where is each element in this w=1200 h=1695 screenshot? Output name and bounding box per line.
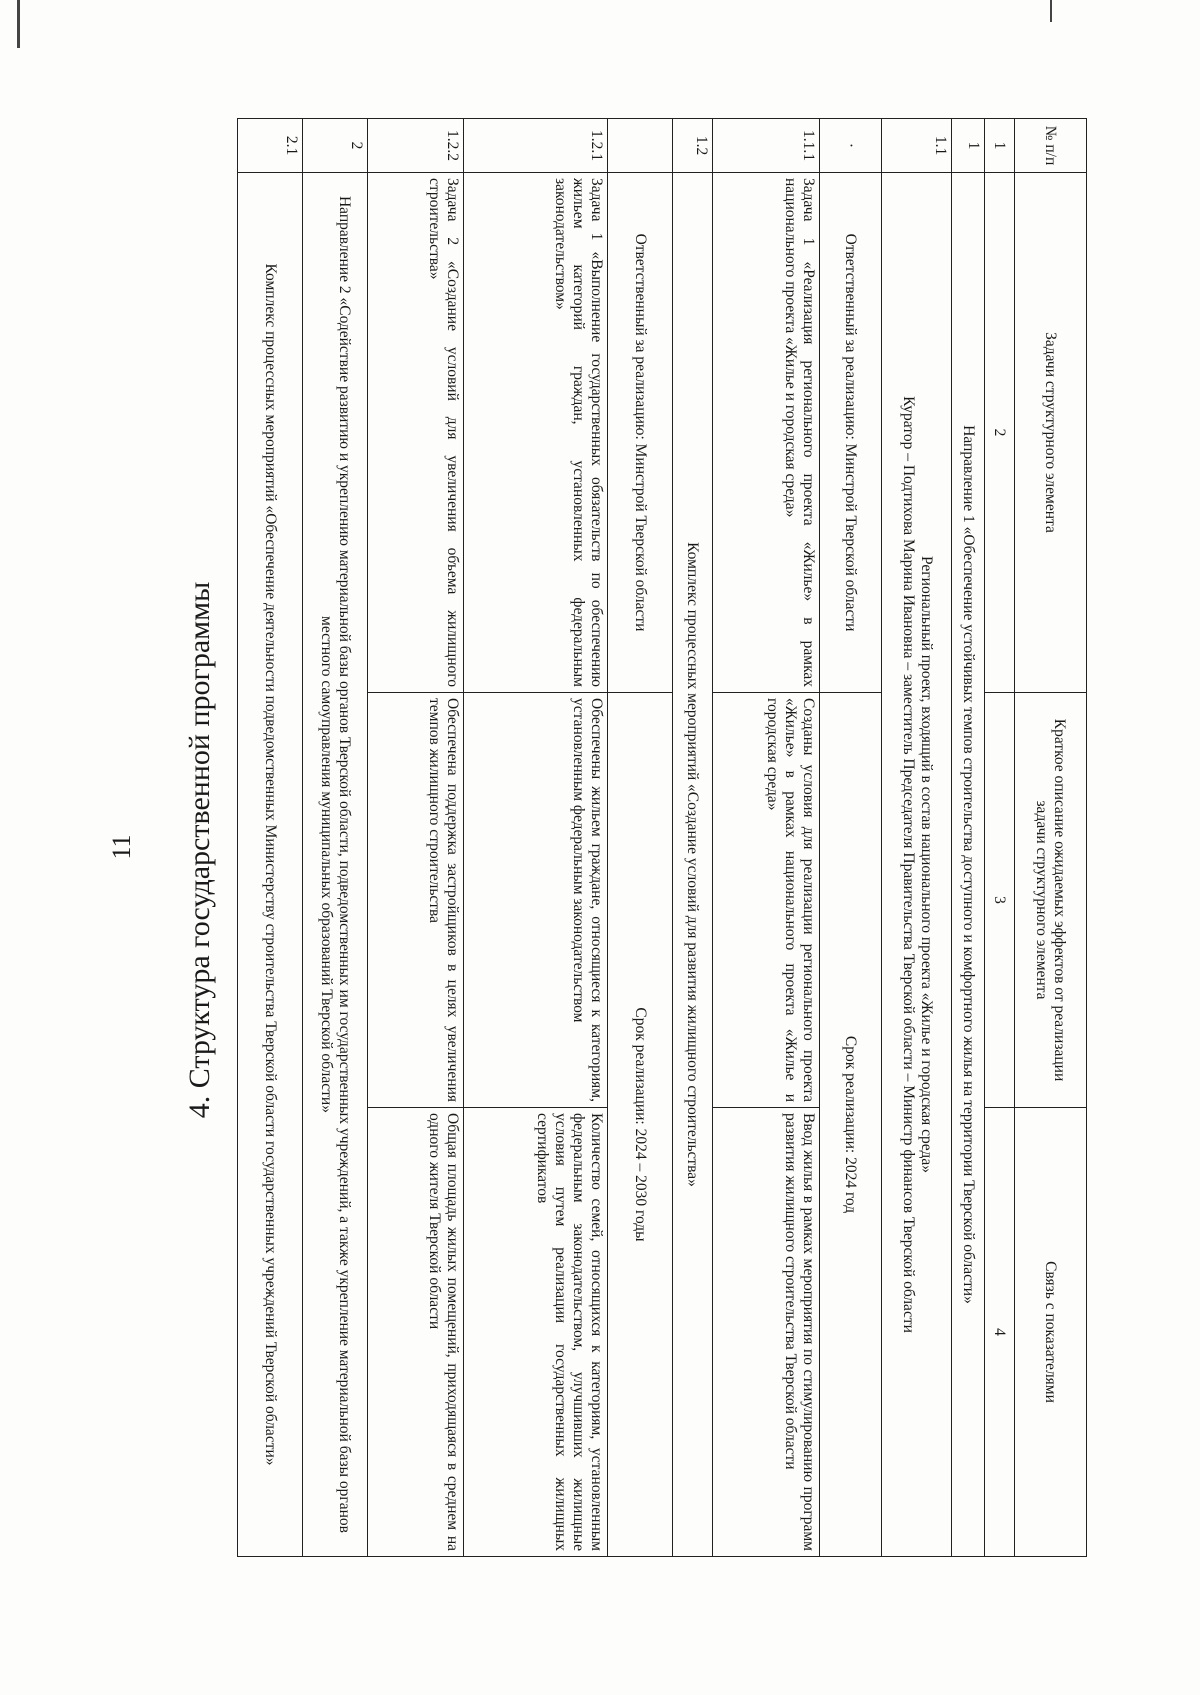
column-number: 3 bbox=[984, 693, 1014, 1108]
column-number-row bbox=[984, 119, 1014, 1557]
column-number: 4 bbox=[984, 1108, 1014, 1557]
direction-title: Направление 1 «Обеспечение устойчивых темпов строительства доступного и комфортного жилья на территории Тверской области» bbox=[952, 173, 985, 1557]
table-row bbox=[819, 119, 882, 1557]
row-number: 1.1.1 bbox=[712, 119, 819, 173]
row-number: 2 bbox=[303, 119, 368, 173]
table-row bbox=[463, 119, 607, 1557]
structure-table bbox=[237, 118, 1087, 1557]
responsible-cell: Ответственный за реализацию: Минстрой Тверской области bbox=[607, 173, 672, 693]
page-number: 11 bbox=[107, 834, 136, 860]
term-cell: Срок реализации: 2024 год bbox=[819, 693, 882, 1557]
header-effect: Краткое описание ожидаемых эффектов от реализации задачи структурного элемента bbox=[1014, 693, 1086, 1108]
responsible-cell: Ответственный за реализацию: Минстрой Тверской области bbox=[819, 173, 882, 693]
project-curator: Куратор – Подтихова Марина Ивановна – заместитель Председателя Правительства Тверской области – Министр финансов Тверской области bbox=[899, 396, 917, 1333]
link-cell: Общая площадь жилых помещений, приходящаяся в среднем на одного жителя Тверской области bbox=[368, 1108, 463, 1557]
regional-project-title: Региональный проект, входящий в состав национального проекта «Жилье и городская среда» bbox=[917, 556, 935, 1173]
row-number: 1.2 bbox=[673, 119, 713, 173]
task-cell: Задача 1 «Реализация регионального проекта «Жилье» в рамках национального проекта «Жилье и городская среда» bbox=[712, 173, 819, 693]
row-number: 2.1 bbox=[238, 119, 303, 173]
table-row bbox=[607, 119, 672, 1557]
scan-mark-top-right bbox=[1050, 0, 1052, 22]
row-number: 1 bbox=[952, 119, 985, 173]
row-mark: · bbox=[819, 119, 882, 173]
table-row bbox=[712, 119, 819, 1557]
document-heading: 4. Структура государственной программы bbox=[183, 581, 216, 1119]
table-row bbox=[368, 119, 463, 1557]
term-cell: Срок реализации: 2024 – 2030 годы bbox=[607, 693, 672, 1557]
table-row bbox=[238, 119, 303, 1557]
regional-project-cell bbox=[882, 173, 952, 1557]
link-cell: Ввод жилья в рамках мероприятия по стимулированию программ развития жилищного строительства Тверской области bbox=[712, 1108, 819, 1557]
task-cell: Задача 2 «Создание условий для увеличения объема жилищного строительства» bbox=[368, 173, 463, 693]
structure-table-frame bbox=[237, 118, 1087, 1556]
column-number: 2 bbox=[984, 173, 1014, 693]
scan-mark-top bbox=[17, 0, 20, 48]
complex-title: Комплекс процессных мероприятий «Создание условий для развития жилищного строительства» bbox=[673, 173, 713, 1557]
header-task: Задачи структурного элемента bbox=[1014, 173, 1086, 693]
link-cell: Количество семей, относящихся к категориям, установленным федеральным законодательством, улучшивших жилищные условия путем реализации государственных жилищных сертификатов bbox=[463, 1108, 607, 1557]
table-row bbox=[303, 119, 368, 1557]
task-cell: Задача 1 «Выполнение государственных обязательств по обеспечению жильем категорий граждан, установленных федеральным законодательством» bbox=[463, 173, 607, 693]
column-number: 1 bbox=[984, 119, 1014, 173]
row-number: 1.1 bbox=[882, 119, 952, 173]
effect-cell: Обеспечены жильем граждане, относящиеся к категориям, установленным федеральным законодательством bbox=[463, 693, 607, 1108]
direction-title: Направление 2 «Содействие развитию и укреплению материальной базы органов Тверской области, подведомственных им государственных учреждений, а также укрепление материальной базы органов местного самоуправления муниципальных образований Тверской области» bbox=[303, 173, 368, 1557]
effect-cell: Созданы условия для реализации регионального проекта «Жилье» в рамках национального проекта «Жилье и городская среда» bbox=[712, 693, 819, 1108]
effect-cell: Обеспечена поддержка застройщиков в целях увеличения темпов жилищного строительства bbox=[368, 693, 463, 1108]
row-number: 1.2.2 bbox=[368, 119, 463, 173]
header-link: Связь с показателями bbox=[1014, 1108, 1086, 1557]
header-num: № п/п bbox=[1014, 119, 1086, 173]
complex-title: Комплекс процессных мероприятий «Обеспечение деятельности подведомственных Министерству строительства Тверской области государственных учреждений Тверской области» bbox=[238, 173, 303, 1557]
table-row bbox=[882, 119, 952, 1557]
row-number: 1.2.1 bbox=[463, 119, 607, 173]
empty-cell bbox=[607, 119, 672, 173]
table-row bbox=[673, 119, 713, 1557]
table-row bbox=[952, 119, 985, 1557]
table-header-row bbox=[1014, 119, 1086, 1557]
